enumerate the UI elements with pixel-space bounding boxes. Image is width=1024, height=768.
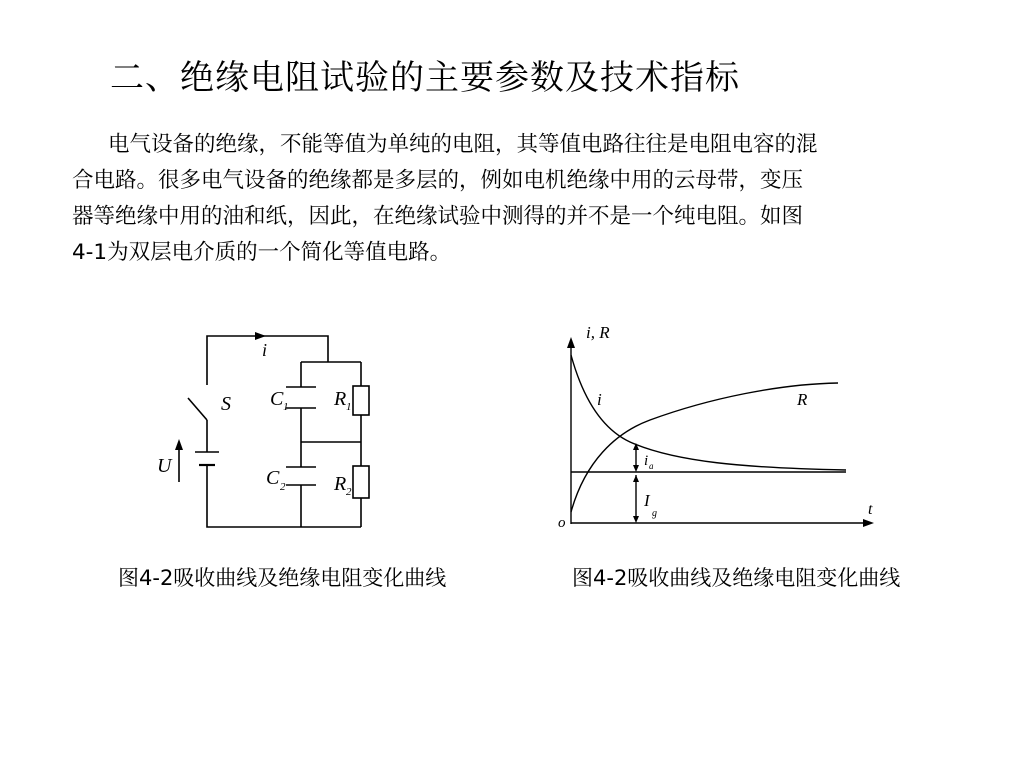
- equivalent-circuit-diagram: [150, 320, 390, 540]
- curve-r-label: R: [797, 390, 808, 409]
- c1-label: C: [270, 388, 284, 410]
- left-figure-caption: 图4-2吸收曲线及绝缘电阻变化曲线: [118, 566, 447, 590]
- paragraph-line: 器等绝缘中用的油和纸，因此，在绝缘试验中测得的并不是一个纯电阻。如图: [72, 204, 804, 229]
- r1-label: R: [334, 388, 347, 410]
- c2-label: C: [266, 467, 280, 489]
- ia-subscript: a: [649, 461, 654, 471]
- origin-label: o: [558, 515, 566, 531]
- body-paragraph: [72, 134, 962, 278]
- ig-subscript: g: [652, 508, 657, 519]
- paragraph-line: 电气设备的绝缘，不能等值为单纯的电阻，其等值电路往往是电阻电容的混: [108, 132, 818, 157]
- voltage-label: U: [157, 455, 172, 477]
- right-figure-caption: 图4-2吸收曲线及绝缘电阻变化曲线: [572, 566, 901, 590]
- absorption-current-curve: [571, 355, 846, 470]
- r1-subscript: 1: [346, 401, 352, 413]
- ig-label: I: [644, 491, 650, 510]
- c1-subscript: 1: [283, 401, 289, 413]
- x-axis-label: t: [868, 501, 873, 518]
- paragraph-line: 合电路。很多电气设备的绝缘都是多层的，例如电机绝缘中用的云母带，变压: [72, 168, 804, 193]
- absorption-curve-graph: [550, 318, 890, 536]
- r2-label: R: [334, 473, 347, 495]
- y-axis-label: i, R: [586, 323, 610, 342]
- curve-i-label: i: [597, 390, 602, 409]
- slide-title: 二、绝缘电阻试验的主要参数及技术指标: [110, 58, 740, 98]
- paragraph-line: 4-1为双层电介质的一个简化等值电路。: [72, 240, 452, 265]
- r2-subscript: 2: [346, 486, 352, 498]
- current-label: i: [262, 340, 268, 360]
- ia-label: i: [644, 453, 649, 469]
- switch-label: S: [221, 393, 231, 415]
- c2-subscript: 2: [280, 481, 286, 493]
